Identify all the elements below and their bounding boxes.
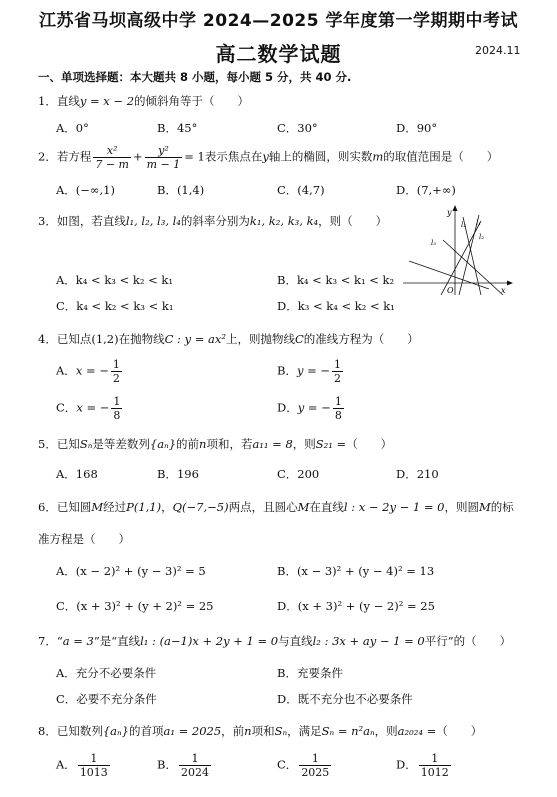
q3-option-a[interactable]: A．k₄ < k₃ < k₂ < k₁ bbox=[56, 273, 173, 287]
q1-option-d[interactable]: D．90° bbox=[396, 121, 438, 135]
q6-option-c[interactable]: C．(x + 3)² + (y + 2)² = 25 bbox=[56, 599, 214, 613]
question-6-stem-line2: 准方程是（ ） bbox=[38, 532, 130, 546]
q3-option-d[interactable]: D．k₃ < k₄ < k₂ < k₁ bbox=[277, 299, 395, 313]
q3-slopes: k₁, k₂, k₃, k₄ bbox=[249, 214, 319, 228]
q1-equation: y = x − 2 bbox=[79, 94, 135, 108]
question-7-stem: 7．“a = 3”是“直线l₁ : (a−1)x + 2y + 1 = 0与直线l₂ : 3x + ay − 1 = 0平行”的（ ） bbox=[38, 634, 512, 648]
q8-option-d[interactable]: D． $\frac{1}{1012}$ bbox=[396, 752, 449, 779]
q5-text: 5．已知 bbox=[38, 437, 80, 451]
label-l1: l₁ bbox=[476, 219, 482, 227]
q4-curve: C : y = ax² bbox=[164, 332, 226, 346]
q5-text-b: 是等差数列 bbox=[92, 437, 150, 451]
q2-option-b[interactable]: B．(1,4) bbox=[157, 183, 205, 197]
q7-option-d[interactable]: D．既不充分也不必要条件 bbox=[277, 692, 413, 706]
q1-option-c[interactable]: C．30° bbox=[277, 121, 318, 135]
q5-option-c[interactable]: C．200 bbox=[277, 467, 320, 481]
q3-option-b[interactable]: B．k₄ < k₃ < k₁ < k₂ bbox=[277, 273, 395, 287]
q5-text-c: 的前 bbox=[176, 437, 200, 451]
q4-point: (1,2) bbox=[91, 332, 119, 346]
q5-sn: Sₙ bbox=[79, 437, 93, 451]
question-2-stem bbox=[38, 144, 498, 171]
q3-option-c[interactable]: C．k₄ < k₂ < k₃ < k₁ bbox=[56, 299, 174, 313]
y-axis-arrow bbox=[453, 205, 458, 211]
q1-option-b[interactable]: B．45° bbox=[157, 121, 198, 135]
q3-text-b: 的斜率分别为 bbox=[180, 214, 250, 228]
q2-fraction-x: $\frac{\text{x²}}{7 - m}$ bbox=[95, 144, 129, 171]
q5-text-d: 项和，若 bbox=[206, 437, 253, 451]
q7-option-b[interactable]: B．充要条件 bbox=[277, 666, 343, 680]
q6-option-a[interactable]: A．(x − 2)² + (y − 3)² = 5 bbox=[56, 564, 206, 578]
label-y: y bbox=[447, 208, 452, 217]
q4-option-a[interactable]: A．x = − $\frac{1}{2}$ bbox=[56, 358, 120, 385]
q4-option-d[interactable]: D．y = − $\frac{1}{8}$ bbox=[277, 395, 342, 422]
line-extra bbox=[409, 261, 489, 289]
q8-option-a[interactable]: A． $\frac{1}{1013}$ bbox=[56, 752, 108, 779]
q2-var-m: m bbox=[372, 149, 384, 164]
q2-option-a[interactable]: A．(−∞,1) bbox=[56, 183, 115, 197]
label-l4: l₄ bbox=[461, 221, 467, 229]
x-axis-arrow bbox=[507, 281, 513, 286]
q3-line-graph bbox=[403, 205, 513, 295]
q5-text-e: ，则 bbox=[292, 437, 316, 451]
q1-text-end: 的倾斜角等于（ ） bbox=[134, 94, 250, 108]
q1-text: 1．直线 bbox=[38, 94, 80, 108]
q2-equals: = 1 bbox=[184, 149, 205, 164]
q2-text-b: 表示焦点在 bbox=[204, 149, 263, 164]
question-4-stem bbox=[38, 331, 419, 347]
q3-text: 3．如图，若直线 bbox=[38, 214, 126, 228]
q2-text-d: 的取值范围是（ ） bbox=[383, 149, 499, 164]
label-l2: l₂ bbox=[479, 233, 485, 241]
label-l3: l₃ bbox=[431, 239, 437, 247]
q3-text-c: ，则（ ） bbox=[318, 214, 388, 228]
q5-ask: S₂₁ = bbox=[315, 437, 347, 451]
exam-title: 江苏省马坝高级中学 2024—2025 学年度第一学期期中考试 bbox=[39, 11, 518, 31]
q7-option-c[interactable]: C．必要不充分条件 bbox=[56, 692, 157, 706]
q6-option-b[interactable]: B．(x − 3)² + (y − 4)² = 13 bbox=[277, 564, 435, 578]
q5-option-d[interactable]: D．210 bbox=[396, 467, 439, 481]
q1-option-a[interactable]: A．0° bbox=[56, 121, 89, 135]
q7-option-a[interactable]: A．充分不必要条件 bbox=[56, 666, 157, 680]
exam-subtitle: 高二数学试题 bbox=[215, 42, 342, 66]
q5-var-n: n bbox=[199, 437, 207, 451]
q2-text: 2．若方程 bbox=[38, 149, 92, 164]
q4-option-c[interactable]: C．x = − $\frac{1}{8}$ bbox=[56, 395, 121, 422]
q4-text: 4．已知点 bbox=[38, 332, 92, 346]
q4-text-d: 的准线方程为（ ） bbox=[303, 332, 419, 346]
q5-option-a[interactable]: A．168 bbox=[56, 467, 98, 481]
q2-option-c[interactable]: C．(4,7) bbox=[277, 183, 325, 197]
q2-fraction-y: $\frac{\text{y²}}{m - 1}$ bbox=[146, 144, 181, 171]
q4-option-b[interactable]: B．y = − $\frac{1}{2}$ bbox=[277, 358, 342, 385]
question-1-stem bbox=[38, 93, 249, 109]
q4-text-b: 在抛物线 bbox=[118, 332, 165, 346]
exam-date: 2024.11 bbox=[475, 44, 521, 57]
q5-option-b[interactable]: B．196 bbox=[157, 467, 199, 481]
label-x: x bbox=[501, 286, 506, 295]
q5-cond: a₁₁ = 8 bbox=[252, 437, 293, 451]
question-3-stem bbox=[38, 213, 387, 229]
q2-option-d[interactable]: D．(7,+∞) bbox=[396, 183, 456, 197]
q2-text-c: 轴上的椭圆，则实数 bbox=[268, 149, 373, 164]
question-5-stem bbox=[38, 436, 392, 452]
label-origin: O bbox=[447, 286, 454, 295]
q4-text-c: 上，则抛物线 bbox=[225, 332, 295, 346]
q2-var-y: y bbox=[262, 149, 269, 164]
q5-seq: {aₙ} bbox=[149, 437, 177, 451]
section-heading: 一、单项选择题：本大题共 8 小题，每小题 5 分，共 40 分. bbox=[38, 70, 352, 84]
q4-var-c: C bbox=[294, 332, 304, 346]
q8-option-b[interactable]: B． $\frac{1}{2024}$ bbox=[157, 752, 209, 779]
question-8-stem: 8．已知数列{aₙ}的首项a₁ = 2025，前n项和Sₙ，满足Sₙ = n²aₙ，则a₂₀₂₄ =（ ） bbox=[38, 724, 483, 738]
question-6-stem-line1: 6．已知圆M经过P(1,1)，Q(−7,−5)两点，且圆心M在直线l : x − 2y − 1 = 0，则圆M的标 bbox=[38, 500, 514, 514]
q3-lines: l₁, l₂, l₃, l₄ bbox=[125, 214, 181, 228]
q8-option-c[interactable]: C． $\frac{1}{2025}$ bbox=[277, 752, 330, 779]
q2-plus: + bbox=[132, 149, 143, 164]
q5-text-f: （ ） bbox=[346, 437, 393, 451]
q6-option-d[interactable]: D．(x + 3)² + (y − 2)² = 25 bbox=[277, 599, 435, 613]
